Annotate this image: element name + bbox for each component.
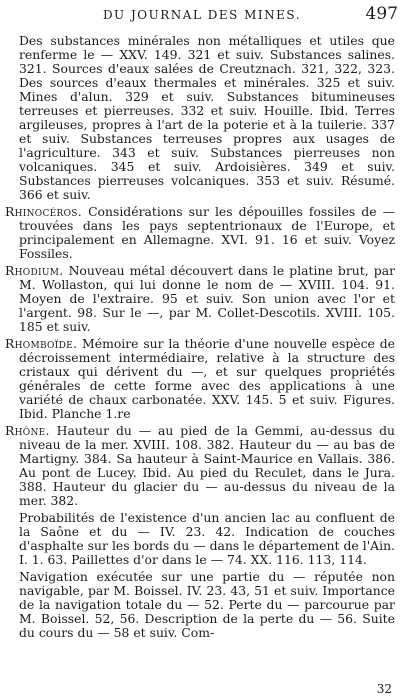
index-entry-continuation (5, 34, 395, 202)
index-entry-rhone-navigation (5, 570, 395, 640)
index-entry-rhodium (5, 264, 395, 334)
index-text (5, 34, 395, 643)
index-entry-rhomboide (5, 337, 395, 421)
entry-text: Nouveau métal découvert dans le platine brut, par M. Wollaston, qui lui donne le nom de — XVIII. 104. 91. Moyen de l'extraire. 95 et suiv. Son union avec l'or et l'argent. 98. Sur le —, par M. Collet-Descotils. XVIII. 105. 185 et suiv. (19, 263, 395, 334)
page-number: 497 (365, 4, 398, 24)
running-title: DU JOURNAL DES MINES. (102, 8, 302, 22)
entry-heading: Rhomboïde. (5, 336, 78, 351)
entry-heading: Rhinocéros. (5, 204, 83, 219)
entry-text: Considérations sur les dépouilles fossiles de — trouvées dans les pays septentrionaux de l'Europe, et principalement en Allemagne. XVI. 91. 16 et suiv. Voyez Fossiles. (19, 204, 395, 261)
entry-text: Navigation exécutée sur une partie du — réputée non navigable, par M. Boissel. IV. 23. 43, 51 et suiv. Importance de la navigation totale du — 52. Perte du — parcourue par M. Boissel. 52, 56. Description de la perte du — 56. Suite du cours du — 58 et suiv. Com- (19, 569, 395, 640)
index-entry-rhone (5, 424, 395, 508)
entry-heading: Rhône. (5, 423, 50, 438)
entry-text: Mémoire sur la théorie d'une nouvelle espèce de décroissement intermédiaire, relative à la structure des cristaux qui dérivent du —, et sur quelques propriétés générales de cette forme avec des applications à une variété de chaux carbonatée. XXV. 145. 5 et suiv. Figures. Ibid. Planche 1.re (19, 336, 395, 421)
catchword: 32 (376, 682, 392, 696)
entry-text: Hauteur du — au pied de la Gemmi, au-dessus du niveau de la mer. XVIII. 108. 382. Hauteur du — au bas de Martigny. 384. Sa hauteur à Saint-Maurice en Vallais. 386. Au pont de Lucey. Ibid. Au pied du Reculet, dans le Jura. 388. Hauteur du glacier du — au-dessus du niveau de la mer. 382. (19, 423, 395, 508)
entry-text: Des substances minérales non métalliques et utiles que renferme le — XXV. 149. 321 et suiv. Substances salines. 321. Sources d'eaux salées de Creutznach. 321, 322, 323. Des sources d'eaux thermales et minérales. 325 et suiv. Mines d'alun. 329 et suiv. Substances bitumineuses terreuses et pierreuses. 332 et suiv. Houille. Ibid. Terres argileuses, propres à l'art de la poterie et à la tuilerie. 337 et suiv. Substances terreuses propres aux usages de l'agriculture. 343 et suiv. Substances pierreuses non volcaniques. 345 et suiv. Ardoisières. 349 et suiv. Substances pierreuses volcaniques. 353 et suiv. Résumé. 366 et suiv. (19, 33, 395, 202)
entry-heading: Rhodium. (5, 263, 64, 278)
index-entry-rhinoceros (5, 205, 395, 261)
entry-text: Probabilités de l'existence d'un ancien lac au confluent de la Saône et du — IV. 23. 42. Indication de couches d'asphalte sur les bords du — dans le département de l'Ain. I. 1. 63. Paillettes d'or dans le — 74. XX. 116. 113, 114. (19, 510, 395, 567)
page-header (0, 4, 404, 26)
index-entry-rhone-lake (5, 511, 395, 567)
